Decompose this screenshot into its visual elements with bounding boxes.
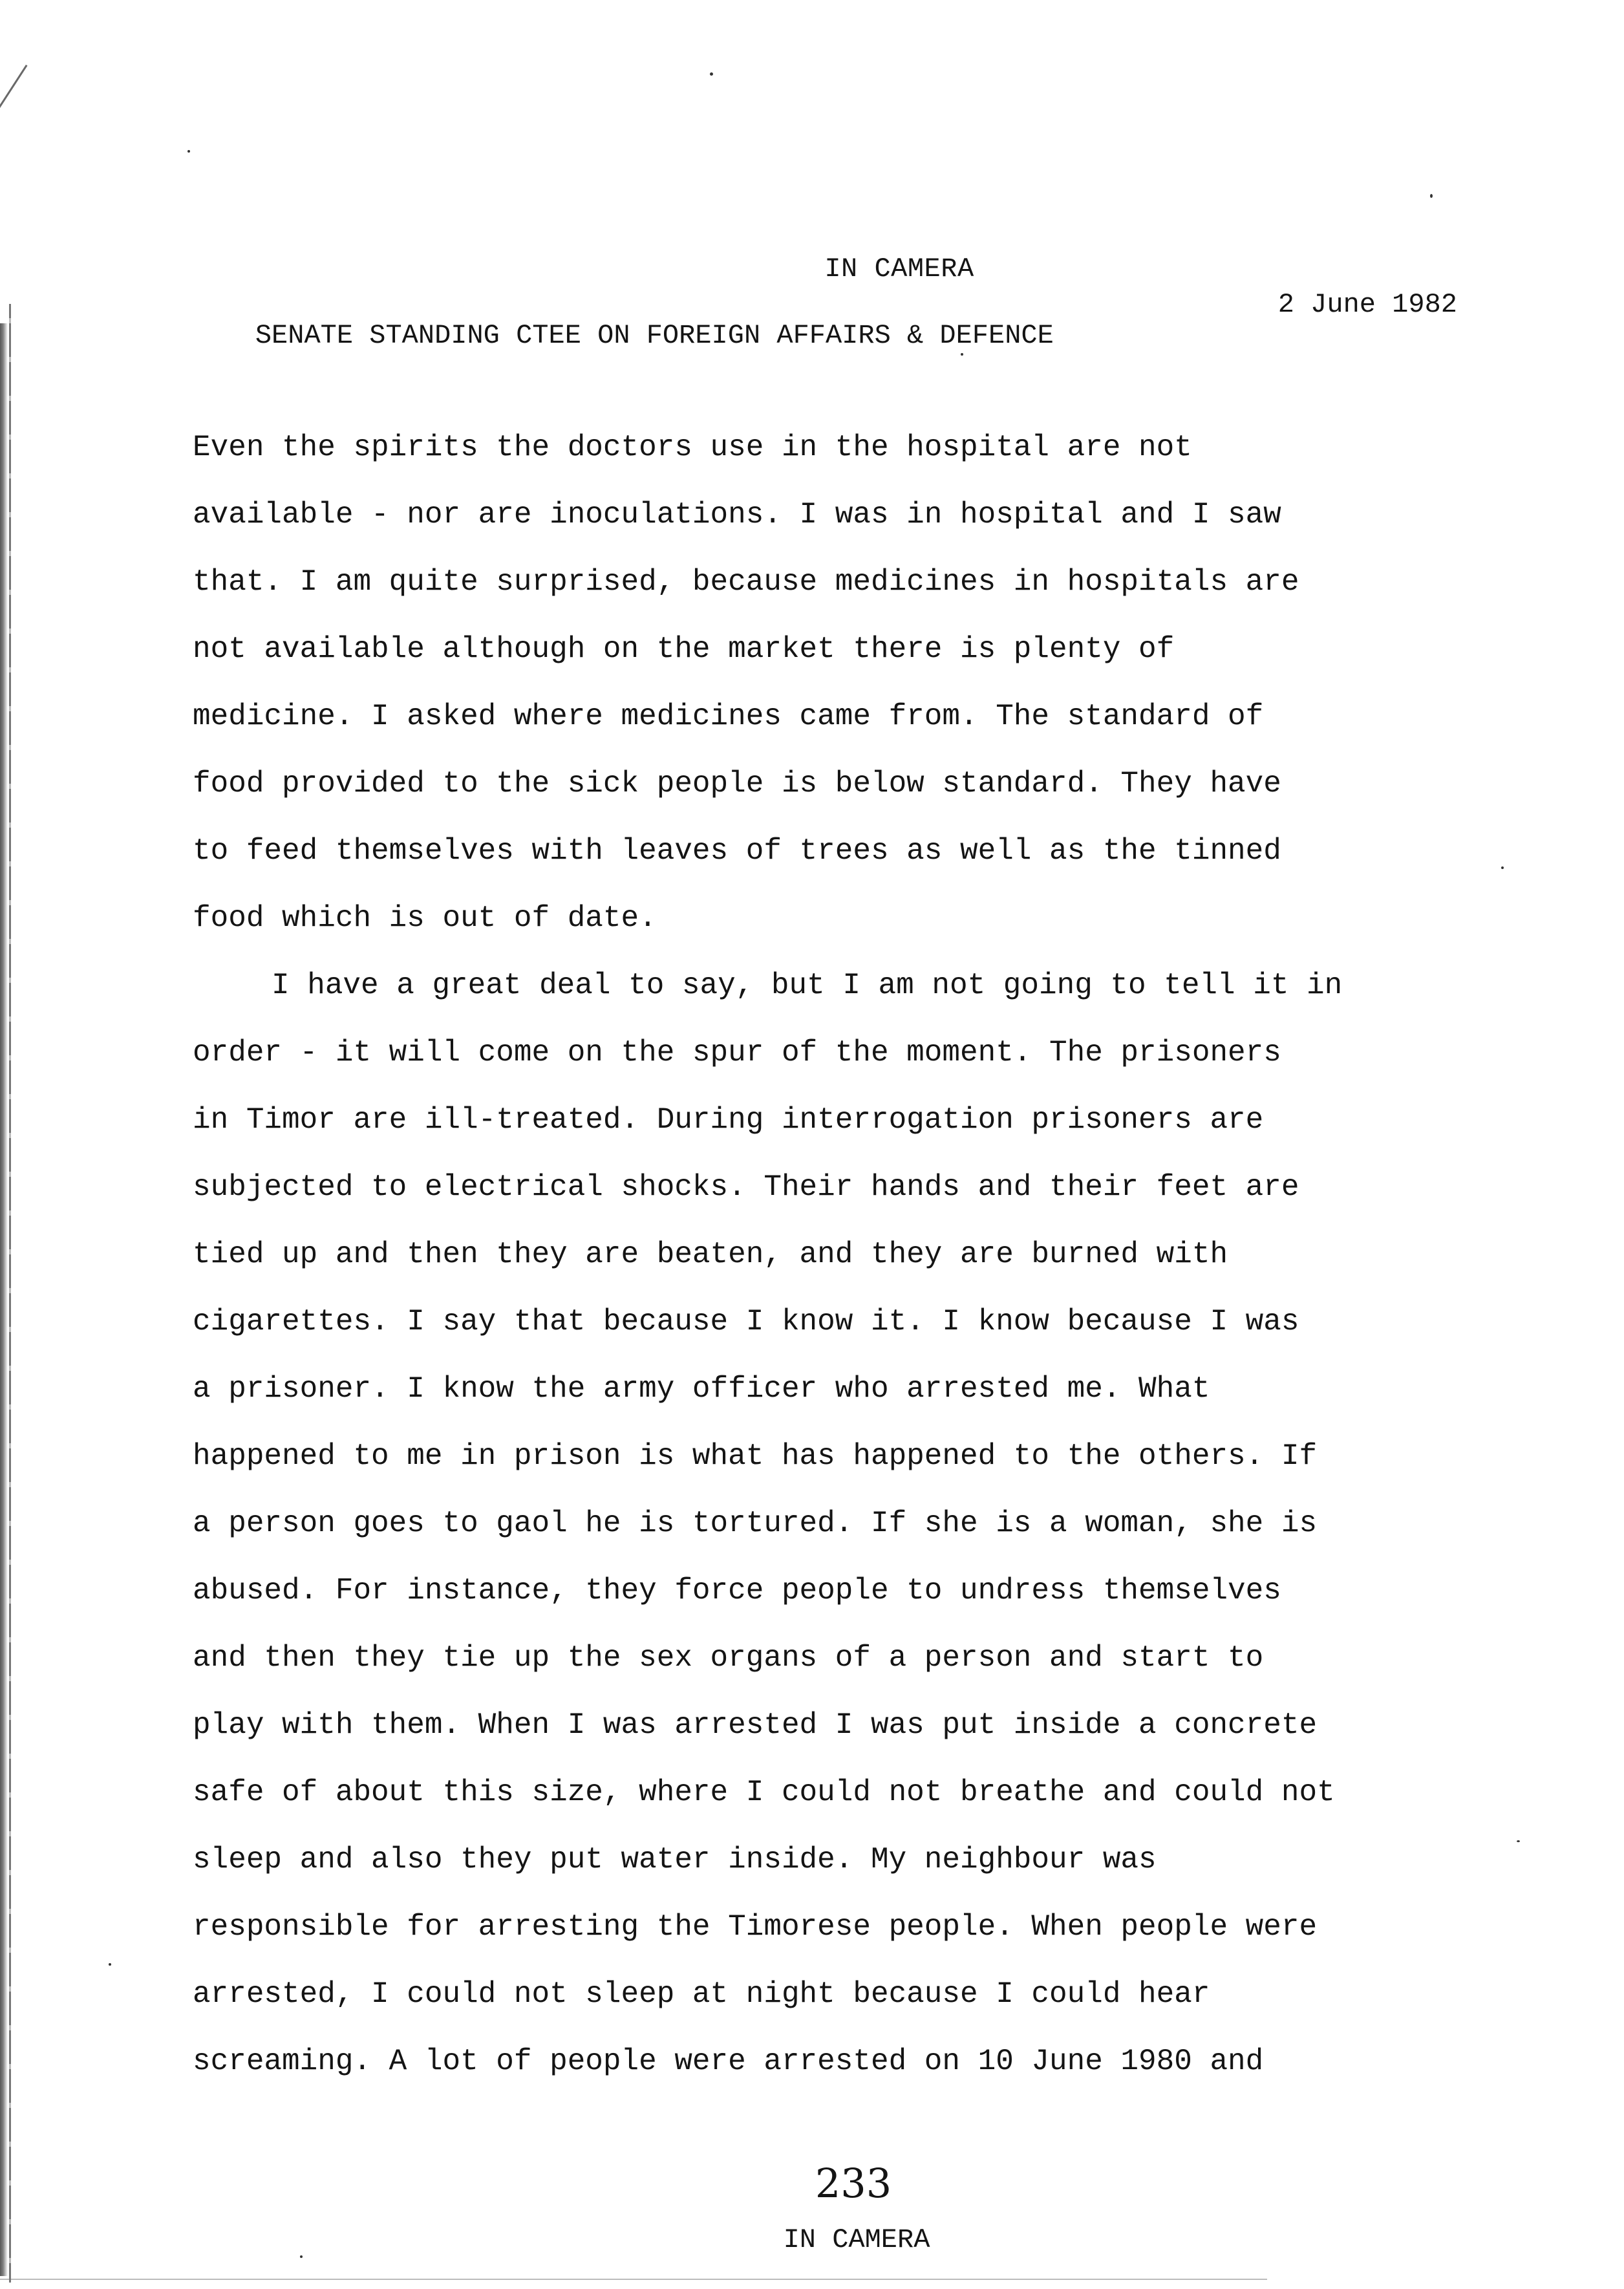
footer-classification: IN CAMERA xyxy=(783,2224,930,2255)
scan-speck xyxy=(109,1963,111,1966)
scan-speck xyxy=(1501,866,1504,869)
committee-name: SENATE STANDING CTEE ON FOREIGN AFFAIRS & DEFENCE xyxy=(255,320,1054,351)
binding-shadow xyxy=(0,323,8,2276)
bottom-edge-line xyxy=(0,2279,1267,2280)
scan-speck xyxy=(1517,1840,1520,1842)
header-classification: IN CAMERA xyxy=(824,253,974,285)
page-number: 233 xyxy=(815,2160,892,2207)
paragraph-2: I have a great deal to say, but I am not going to tell it in order - it will come on the spur of the moment. The prisoners in Timor are ill-treated. During interrogation prisoners are subjected to electrical shocks. Their hands and their feet are tied up and then they are beaten, and they are burned with cigarettes. I say that because I know it. I know because I was a prisoner. I know the army officer who arrested me. What happened to me in prison is what has happened to the others. If a person goes to gaol he is tortured. If she is a woman, she is abused. For instance, they force people to undress themselves and then they tie up the sex organs of a person and start to play with them. When I was arrested I was put inside a concrete safe of about this size, where I could not breathe and could not sleep and also they put water inside. My neighbour was responsible for arresting the Timorese people. When people were arrested, I could not sleep at night because I could hear screaming. A lot of people were arrested on 10 June 1980 and xyxy=(193,969,1343,2078)
scan-speck xyxy=(300,2255,303,2258)
paragraph-1: Even the spirits the doctors use in the hospital are not available - nor are inoculations. I was in hospital and I saw that. I am quite surprised, because medicines in hospitals are not available although on the market there is plenty of medicine. I asked where medicines came from. The standard of food provided to the sick people is below standard. They have to feed themselves with leaves of trees as well as the tinned food which is out of date. xyxy=(193,431,1299,935)
transcript-body xyxy=(193,414,1479,2095)
document-date: 2 June 1982 xyxy=(1277,289,1457,320)
header-committee-line xyxy=(190,289,1457,413)
binding-edge-line xyxy=(9,304,11,2283)
scan-speck xyxy=(187,150,190,153)
scan-speck xyxy=(1430,194,1433,198)
scan-speck xyxy=(710,72,713,76)
